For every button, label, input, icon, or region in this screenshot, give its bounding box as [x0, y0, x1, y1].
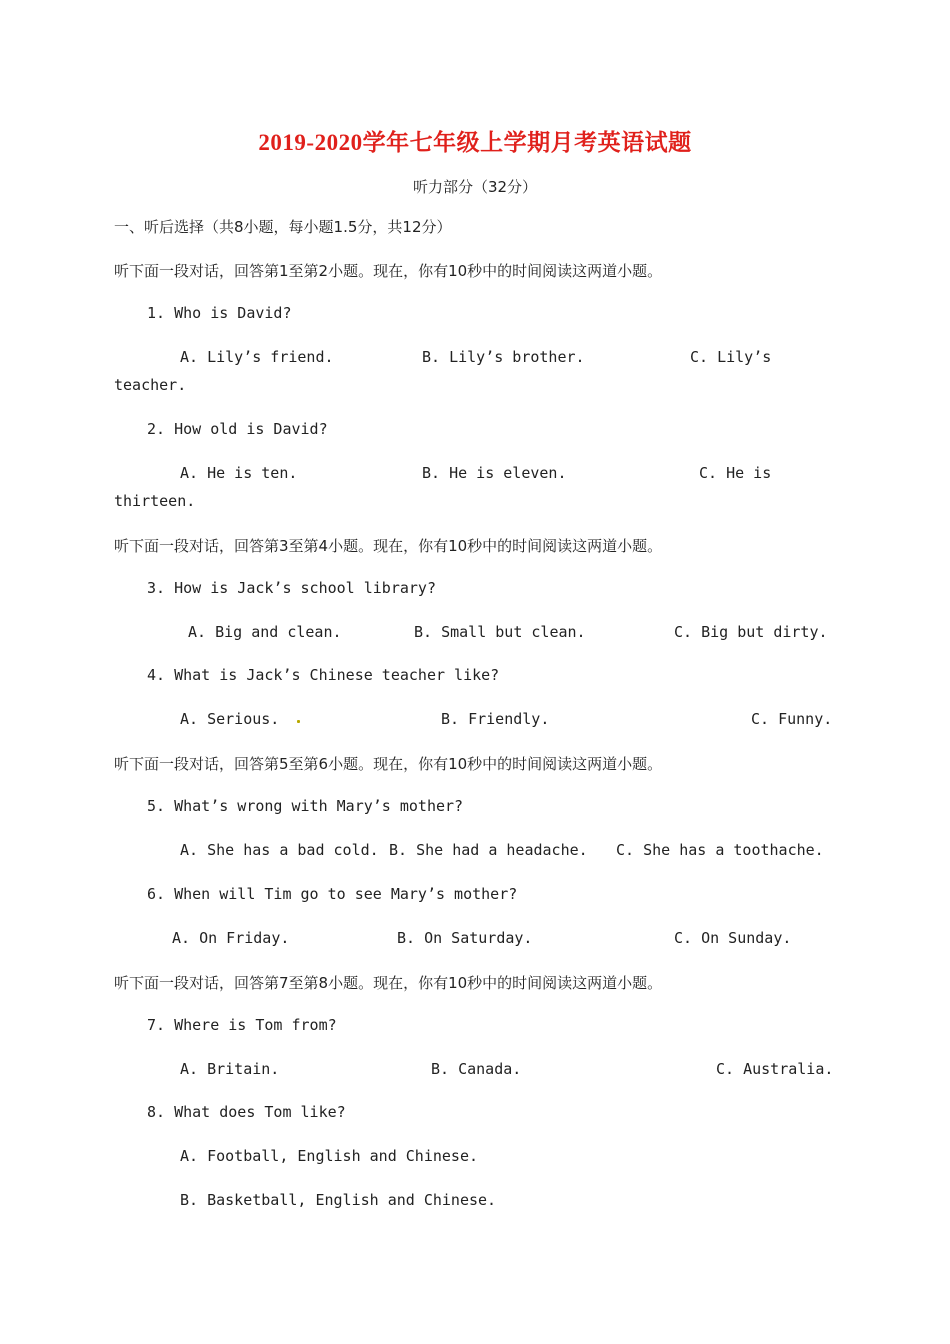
- q6-option-a: A. On Friday.: [172, 929, 290, 947]
- q1-option-b: B. Lily’s brother.: [422, 348, 585, 366]
- q7-option-c: C. Australia.: [716, 1060, 834, 1078]
- q1-option-a: A. Lily’s friend.: [180, 348, 334, 366]
- q8-option-b: B. Basketball, English and Chinese.: [180, 1191, 497, 1209]
- instruction-2: 听下面一段对话，回答第3至第4小题。现在，你有10秒中的时间阅读这两道小题。: [114, 537, 663, 555]
- question-2: 2. How old is David?: [147, 420, 328, 438]
- instruction-4: 听下面一段对话，回答第7至第8小题。现在，你有10秒中的时间阅读这两道小题。: [114, 974, 663, 992]
- q2-option-c: C. He is: [699, 464, 772, 482]
- section-subtitle: 听力部分（32分）: [412, 178, 538, 196]
- q5-option-c: C. She has a toothache.: [616, 841, 824, 859]
- instruction-3: 听下面一段对话，回答第5至第6小题。现在，你有10秒中的时间阅读这两道小题。: [114, 755, 663, 773]
- q4-option-b: B. Friendly.: [441, 710, 550, 728]
- q6-option-b: B. On Saturday.: [397, 929, 533, 947]
- q5-option-b: B. She had a headache.: [389, 841, 588, 859]
- q6-option-c: C. On Sunday.: [674, 929, 792, 947]
- question-1: 1. Who is David?: [147, 304, 292, 322]
- q1-option-c: C. Lily’s: [690, 348, 772, 366]
- instruction-1: 听下面一段对话，回答第1至第2小题。现在，你有10秒中的时间阅读这两道小题。: [114, 262, 663, 280]
- section-heading: 一、听后选择（共8小题，每小题1.5分，共12分）: [114, 218, 452, 236]
- question-5: 5. What’s wrong with Mary’s mother?: [147, 797, 464, 815]
- q2-option-c-wrap: thirteen.: [114, 492, 196, 510]
- question-7: 7. Where is Tom from?: [147, 1016, 337, 1034]
- q5-option-a: A. She has a bad cold.: [180, 841, 379, 859]
- q7-option-a: A. Britain.: [180, 1060, 280, 1078]
- page-title: 2019-2020学年七年级上学期月考英语试题: [258, 130, 692, 155]
- q7-option-b: B. Canada.: [431, 1060, 522, 1078]
- stray-mark: [297, 720, 300, 723]
- question-4: 4. What is Jack’s Chinese teacher like?: [147, 666, 500, 684]
- q4-option-a: A. Serious.: [180, 710, 280, 728]
- question-8: 8. What does Tom like?: [147, 1103, 346, 1121]
- question-6: 6. When will Tim go to see Mary’s mother?: [147, 885, 518, 903]
- q3-option-b: B. Small but clean.: [414, 623, 586, 641]
- q4-option-c: C. Funny.: [751, 710, 833, 728]
- q3-option-a: A. Big and clean.: [188, 623, 342, 641]
- q1-option-c-wrap: teacher.: [114, 376, 187, 394]
- question-3: 3. How is Jack’s school library?: [147, 579, 436, 597]
- q2-option-b: B. He is eleven.: [422, 464, 567, 482]
- q2-option-a: A. He is ten.: [180, 464, 298, 482]
- q3-option-c: C. Big but dirty.: [674, 623, 828, 641]
- q8-option-a: A. Football, English and Chinese.: [180, 1147, 479, 1165]
